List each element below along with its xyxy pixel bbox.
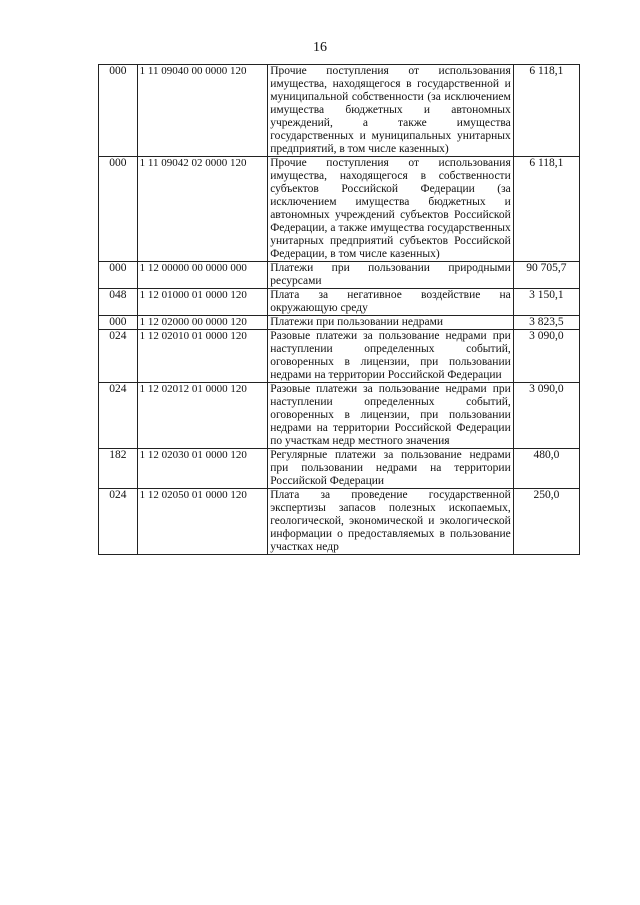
admin-code-cell: 000 — [99, 262, 138, 289]
budget-code-cell: 1 11 09042 02 0000 120 — [137, 157, 268, 262]
amount-cell: 3 090,0 — [513, 330, 579, 383]
amount-cell: 3 150,1 — [513, 289, 579, 316]
table-row — [99, 65, 580, 157]
admin-code-cell: 048 — [99, 289, 138, 316]
budget-code-cell: 1 11 09040 00 0000 120 — [137, 65, 268, 157]
admin-code-cell: 024 — [99, 383, 138, 449]
amount-cell: 3 823,5 — [513, 316, 579, 330]
budget-code-cell: 1 12 02030 01 0000 120 — [137, 449, 268, 489]
revenue-name-cell: Прочие поступления от использования имущества, находящегося в государственной и муниципальной собственности (за исключением имущества бюджетных и автономных учреждений, а также имущества государственных и муниципальных унитарных предприятий, в том числе казенных) — [268, 65, 514, 157]
budget-code-cell: 1 12 02000 00 0000 120 — [137, 316, 268, 330]
budget-code-cell: 1 12 01000 01 0000 120 — [137, 289, 268, 316]
admin-code-cell: 182 — [99, 449, 138, 489]
table-row — [99, 383, 580, 449]
amount-cell: 250,0 — [513, 489, 579, 555]
amount-cell: 480,0 — [513, 449, 579, 489]
revenue-name-cell: Плата за негативное воздействие на окружающую среду — [268, 289, 514, 316]
revenue-name-cell: Платежи при пользовании недрами — [268, 316, 514, 330]
admin-code-cell: 000 — [99, 65, 138, 157]
table-row — [99, 316, 580, 330]
table-row — [99, 449, 580, 489]
admin-code-cell: 024 — [99, 330, 138, 383]
table-row — [99, 157, 580, 262]
admin-code-cell: 024 — [99, 489, 138, 555]
revenue-name-cell: Плата за проведение государственной экспертизы запасов полезных ископаемых, геологической, экономической и экологической информации о предоставляемых в пользование участках недр — [268, 489, 514, 555]
admin-code-cell: 000 — [99, 316, 138, 330]
table-row — [99, 289, 580, 316]
revenue-name-cell: Разовые платежи за пользование недрами при наступлении определенных событий, оговоренных в лицензии, при пользовании недрами на территории Российской Федерации по участкам недр местного значения — [268, 383, 514, 449]
table-row — [99, 330, 580, 383]
amount-cell: 6 118,1 — [513, 157, 579, 262]
page-number: 16 — [313, 40, 327, 55]
amount-cell: 6 118,1 — [513, 65, 579, 157]
budget-code-cell: 1 12 02050 01 0000 120 — [137, 489, 268, 555]
revenue-name-cell: Платежи при пользовании природными ресурсами — [268, 262, 514, 289]
revenue-table — [98, 64, 580, 555]
revenue-name-cell: Разовые платежи за пользование недрами при наступлении определенных событий, оговоренных в лицензии, при пользовании недрами на территории Российской Федерации — [268, 330, 514, 383]
budget-code-cell: 1 12 00000 00 0000 000 — [137, 262, 268, 289]
amount-cell: 3 090,0 — [513, 383, 579, 449]
table-row — [99, 489, 580, 555]
budget-code-cell: 1 12 02012 01 0000 120 — [137, 383, 268, 449]
amount-cell: 90 705,7 — [513, 262, 579, 289]
admin-code-cell: 000 — [99, 157, 138, 262]
revenue-name-cell: Регулярные платежи за пользование недрами при пользовании недрами на территории Российской Федерации — [268, 449, 514, 489]
budget-code-cell: 1 12 02010 01 0000 120 — [137, 330, 268, 383]
revenue-name-cell: Прочие поступления от использования имущества, находящегося в собственности субъектов Российской Федерации (за исключением имущества бюджетных и автономных учреждений субъектов Российской Федерации, а также имущества государственных унитарных предприятий субъектов Российской Федерации, в том числе казенных) — [268, 157, 514, 262]
table-row — [99, 262, 580, 289]
